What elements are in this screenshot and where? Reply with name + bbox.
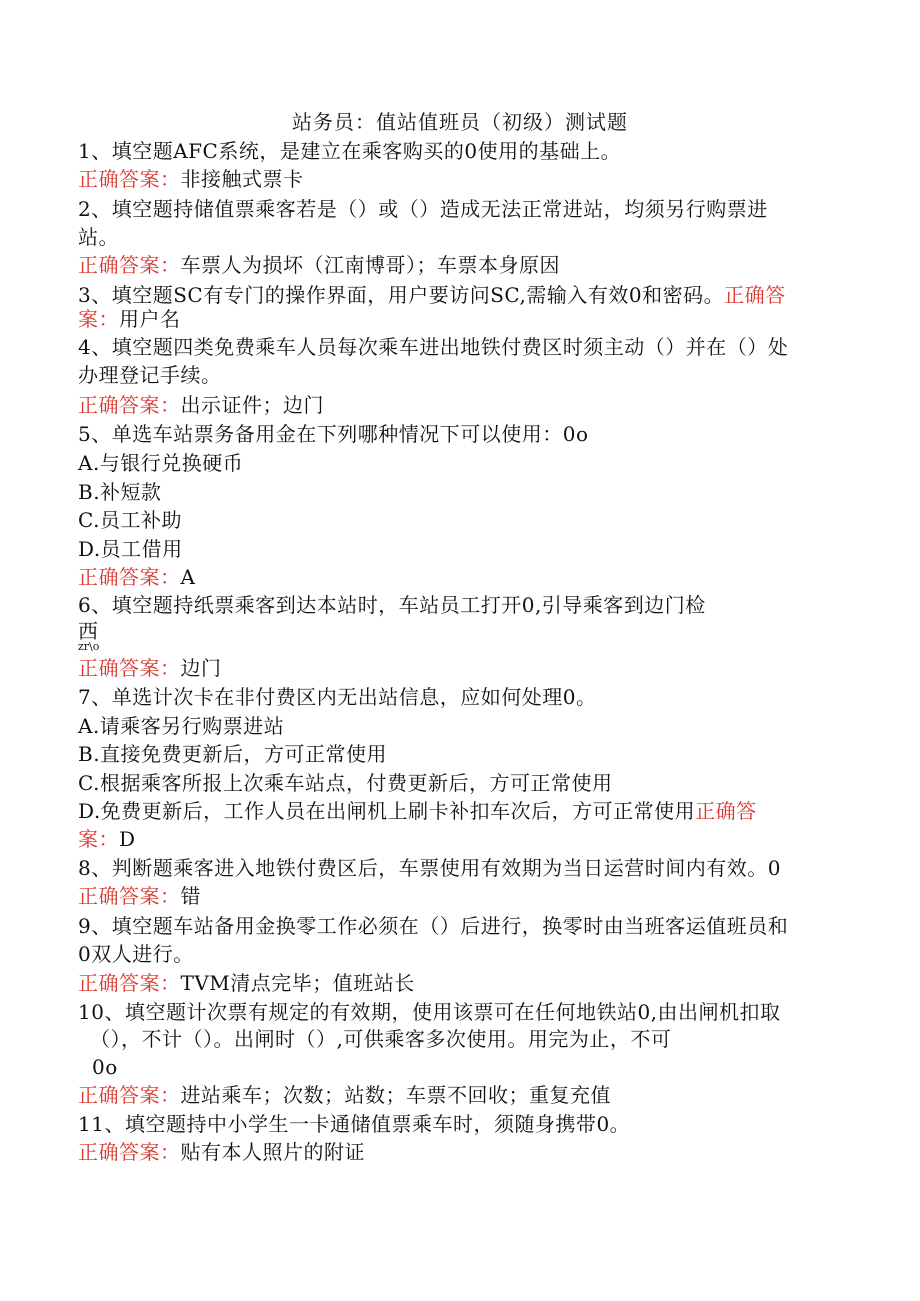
question-10: 10、填空题计次票有规定的有效期，使用该票可在任何地铁站0,由出闸机扣取 (78, 1000, 781, 1024)
answer-2 (78, 251, 560, 279)
question-6-fragment: zr\o (78, 640, 100, 653)
answer-10 (78, 1081, 611, 1109)
option-b: B.直接免费更新后，方可正常使用 (78, 742, 388, 766)
question-8: 8、判断题乘客进入地铁付费区后，车票使用有效期为当日运营时间内有效。0 (78, 856, 781, 880)
option-d: D.员工借用 (78, 537, 183, 561)
question-10-cont2: 0o (92, 1055, 118, 1079)
page-title: 站务员：值站值班员（初级）测试题 (292, 110, 628, 134)
answer-3 (78, 305, 181, 333)
answer-7 (78, 825, 136, 853)
answer-11 (78, 1138, 365, 1166)
question-3 (78, 281, 786, 309)
answer-4 (78, 391, 324, 419)
answer-label: 正确答案： (78, 971, 181, 995)
option-b: B.补短款 (78, 480, 162, 504)
answer-label: 正确答案： (78, 1140, 181, 1164)
question-2-cont: 站。 (78, 225, 119, 249)
answer-label-inline: 正确答 (695, 799, 757, 823)
option-c: C.根据乘客所报上次乘车站点，付费更新后，方可正常使用 (78, 771, 613, 795)
answer-text: D (119, 827, 136, 851)
question-11: 11、填空题持中小学生一卡通储值票乘车时，须随身携带0。 (78, 1112, 631, 1136)
question-4-cont: 办理登记手续。 (78, 363, 222, 387)
answer-text: 错 (180, 884, 201, 908)
answer-text: A (180, 565, 196, 589)
option-d (78, 797, 757, 825)
answer-label: 正确答案： (78, 1083, 181, 1107)
question-10-cont: （），不计（）。出闸时（）,可供乘客多次使用。用完为止，不可 (90, 1027, 672, 1051)
answer-text: 用户名 (119, 307, 181, 331)
question-9-cont: 0双人进行。 (78, 942, 194, 966)
answer-text: 非接触式票卡 (180, 167, 304, 191)
answer-6 (78, 654, 222, 682)
question-5: 5、单选车站票务备用金在下列哪种情况下可以使用：0o (78, 422, 589, 446)
answer-text: 进站乘车；次数；站数；车票不回收；重复充值 (180, 1083, 611, 1107)
question-9: 9、填空题车站备用金换零工作必须在（）后进行，换零时由当班客运值班员和 (78, 914, 789, 938)
option-c: C.员工补助 (78, 508, 182, 532)
question-text: 3、填空题SC有专门的操作界面，用户要访问SC,需输入有效0和密码。 (78, 283, 725, 307)
answer-label: 正确答案： (78, 884, 181, 908)
question-1: 1、填空题AFC系统，是建立在乘客购买的0使用的基础上。 (78, 139, 622, 163)
question-6: 6、填空题持纸票乘客到达本站时，车站员工打开0,引导乘客到边门检 (78, 593, 706, 617)
option-a: A.与银行兑换硬币 (78, 451, 244, 475)
answer-text: 车票人为损坏（江南博哥）；车票本身原因 (180, 253, 560, 277)
answer-text: 贴有本人照片的附证 (180, 1140, 365, 1164)
option-text: D.免费更新后，工作人员在出闸机上刷卡补扣车次后，方可正常使用 (78, 799, 696, 823)
answer-9 (78, 969, 415, 997)
question-7: 7、单选计次卡在非付费区内无出站信息，应如何处理0。 (78, 685, 597, 709)
answer-label: 正确答案： (78, 565, 181, 589)
answer-text: 出示证件；边门 (180, 393, 324, 417)
question-2: 2、填空题持储值票乘客若是（）或（）造成无法正常进站，均须另行购票进 (78, 197, 768, 221)
answer-label-inline: 正确答 (724, 283, 786, 307)
answer-label: 正确答案： (78, 167, 181, 191)
answer-8 (78, 882, 201, 910)
question-6-cont: 西 (78, 619, 99, 643)
answer-1 (78, 165, 304, 193)
answer-label-cont: 案： (78, 827, 119, 851)
answer-label: 正确答案： (78, 253, 181, 277)
answer-label: 正确答案： (78, 656, 181, 680)
question-4: 4、填空题四类免费乘车人员每次乘车进出地铁付费区时须主动（）并在（）处 (78, 335, 789, 359)
answer-text: TVM清点完毕；值班站长 (180, 971, 415, 995)
option-a: A.请乘客另行购票进站 (78, 714, 285, 738)
answer-5 (78, 563, 195, 591)
answer-label: 正确答案： (78, 393, 181, 417)
answer-label-cont: 案： (78, 307, 119, 331)
answer-text: 边门 (180, 656, 222, 680)
